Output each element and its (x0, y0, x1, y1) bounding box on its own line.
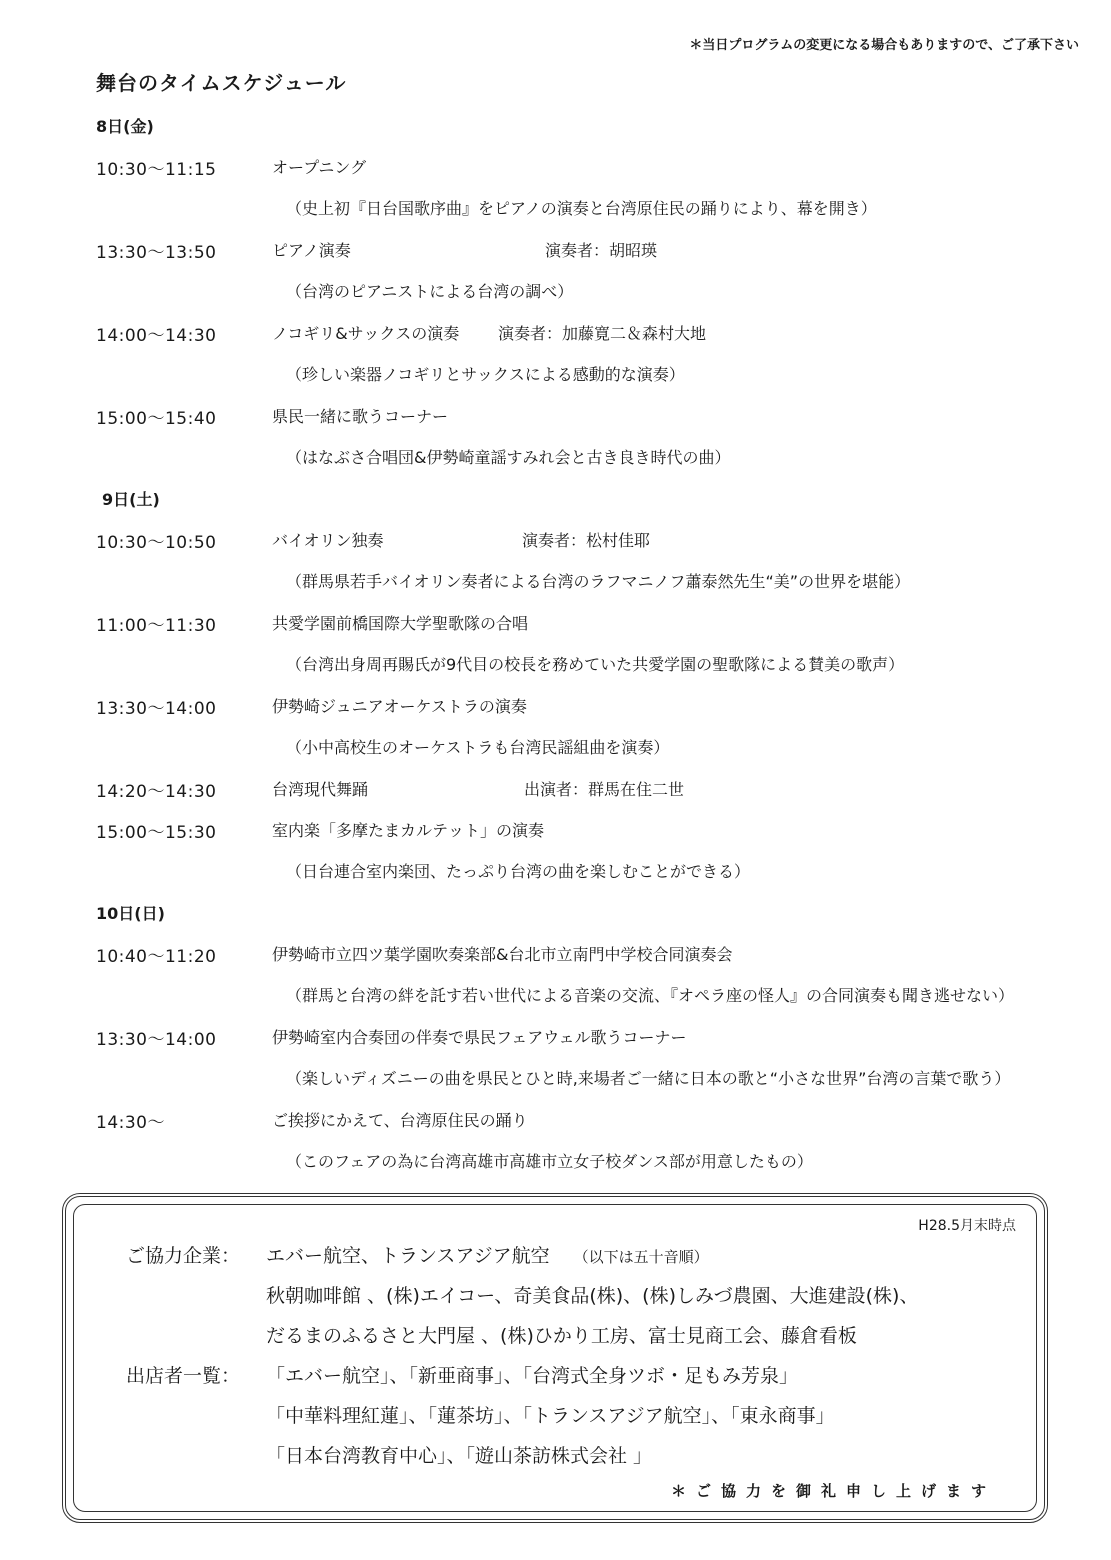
event-performer: 演奏者：胡昭瑛 (545, 241, 658, 260)
event-time: 10:30〜11:15 (96, 160, 217, 180)
event-time: 14:30〜 (96, 1113, 165, 1133)
event-desc: （群馬県若手バイオリン奏者による台湾のラフマニノフ蕭泰然先生“美”の世界を堪能） (286, 572, 911, 591)
event-act: 室内楽「多摩たまカルテット」の演奏 (272, 821, 545, 840)
event-desc: （群馬と台湾の絆を託す若い世代による音楽の交流、『オペラ座の怪人』の合同演奏も聞き逃せない） (286, 986, 1015, 1005)
event-time: 15:00〜15:30 (96, 823, 217, 843)
sponsors-label: ご協力企業： (126, 1245, 241, 1267)
event-desc: （楽しいディズニーの曲を県民とひと時,来場者ご一緒に日本の歌と“小さな世界”台湾の言葉で歌う） (286, 1069, 1011, 1088)
event-time: 13:30〜14:00 (96, 1030, 217, 1050)
event-desc: （珍しい楽器ノコギリとサックスによる感動的な演奏） (286, 365, 685, 384)
sponsors-line-text: エバー航空、トランスアジア航空 (266, 1245, 550, 1267)
event-time: 10:30〜10:50 (96, 533, 217, 553)
event-act: バイオリン独奏 (272, 531, 384, 550)
exhibitors-label: 出店者一覧： (126, 1365, 241, 1387)
as-of-date: H28.5月末時点 (918, 1218, 1016, 1234)
event-desc: （このフェアの為に台湾高雄市高雄市立女子校ダンス部が用意したもの） (286, 1152, 813, 1171)
event-time: 14:00〜14:30 (96, 326, 217, 346)
thanks-note: ＊ご協力を御礼申し上げます (670, 1482, 996, 1500)
event-act: 伊勢崎ジュニアオーケストラの演奏 (272, 697, 527, 716)
event-desc: （台湾のピアニストによる台湾の調べ） (286, 282, 574, 301)
sponsor-box (62, 1193, 1048, 1523)
event-time: 14:20〜14:30 (96, 782, 217, 802)
event-desc: （小中高校生のオーケストラも台湾民謡組曲を演奏） (286, 738, 670, 757)
event-performer: 演奏者：加藤寛二＆森村大地 (498, 324, 707, 343)
event-time: 13:30〜13:50 (96, 243, 217, 263)
exhibitors-line: 「中華料理紅蓮」、「蓮茶坊」、「トランスアジア航空」、「東永商事」 (266, 1405, 835, 1427)
event-time: 15:00〜15:40 (96, 409, 217, 429)
sponsors-line: だるまのふるさと大門屋 、(株)ひかり工房、富士見商工会、藤倉看板 (266, 1325, 857, 1347)
exhibitors-line: 「日本台湾教育中心」、「遊山茶訪株式会社 」 (266, 1445, 653, 1467)
event-performer: 演奏者：松村佳耶 (522, 531, 651, 550)
event-desc: （史上初『日台国歌序曲』をピアノの演奏と台湾原住民の踊りにより、幕を開き） (286, 199, 877, 218)
event-act: 共愛学園前橋国際大学聖歌隊の合唱 (272, 614, 529, 633)
event-desc: （台湾出身周再賜氏が9代目の校長を務めていた共愛学園の聖歌隊による賛美の歌声） (286, 655, 905, 674)
event-act: ノコギリ&サックスの演奏 (272, 324, 460, 343)
event-time: 13:30〜14:00 (96, 699, 217, 719)
event-act: 伊勢崎室内合奏団の伴奏で県民フェアウェル歌うコーナー (272, 1028, 687, 1047)
event-act: ピアノ演奏 (272, 241, 351, 260)
event-act: 県民一緒に歌うコーナー (272, 407, 449, 426)
sponsors-line: 秋朝咖啡館 、(株)エイコー、奇美食品(株)、(株)しみづ農園、大進建設(株)、 (266, 1285, 919, 1307)
event-desc: （日台連合室内楽団、たっぷり台湾の曲を楽しむことができる） (286, 862, 751, 881)
sponsors-line (266, 1241, 709, 1268)
event-desc: （はなぶさ合唱団&伊勢崎童謡すみれ会と古き良き時代の曲） (286, 448, 731, 467)
day-heading: 8日(金) (96, 117, 154, 136)
day-heading: 10日(日) (96, 904, 165, 923)
event-time: 11:00〜11:30 (96, 616, 217, 636)
event-time: 10:40〜11:20 (96, 947, 217, 967)
exhibitors-line: 「エバー航空」、「新亜商事」、「台湾式全身ツボ・足もみ芳泉」 (266, 1365, 799, 1387)
change-notice: ＊当日プログラムの変更になる場合もありますので、ご了承下さい (689, 38, 1079, 53)
day-heading: 9日(土) (102, 490, 160, 509)
event-act: 伊勢崎市立四ツ葉学園吹奏楽部&台北市立南門中学校合同演奏会 (272, 945, 733, 964)
event-act: 台湾現代舞踊 (272, 780, 369, 799)
page-title: 舞台のタイムスケジュール (96, 71, 347, 95)
sponsors-order-note: （以下は五十音順） (573, 1248, 709, 1266)
event-act: ご挨拶にかえて、台湾原住民の踊り (272, 1111, 528, 1130)
event-performer: 出演者：群馬在住二世 (524, 780, 685, 799)
event-act: オープニング (272, 158, 367, 177)
